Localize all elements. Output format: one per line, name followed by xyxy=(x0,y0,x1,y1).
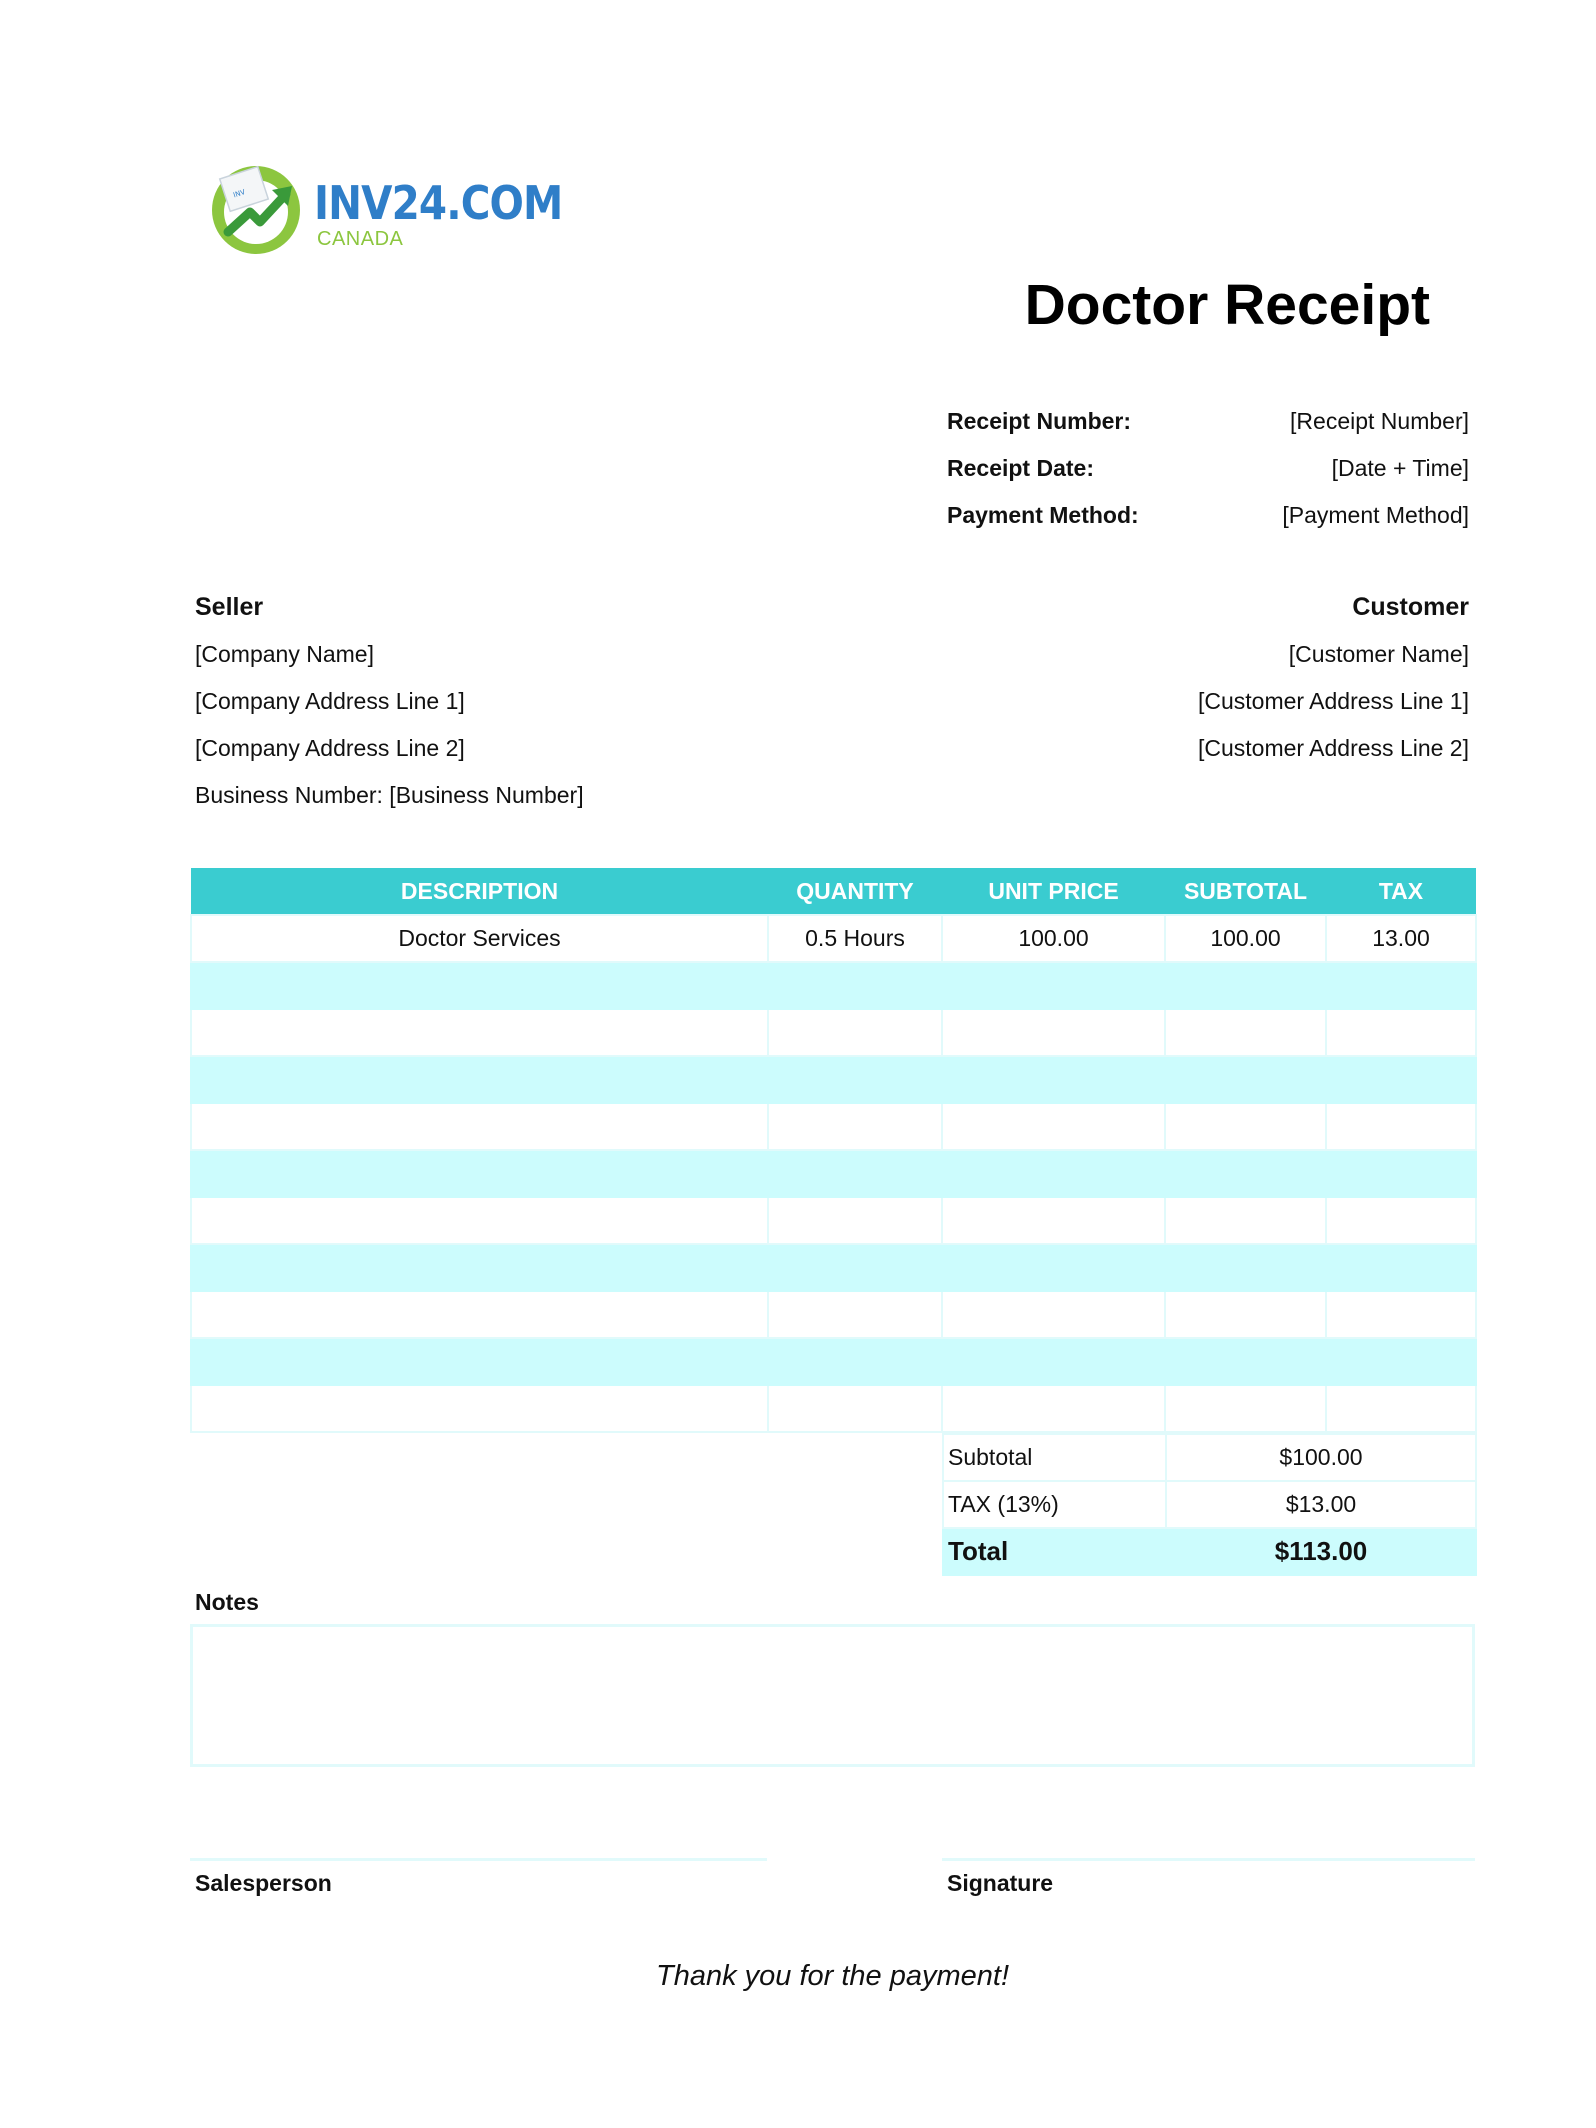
cell-subtotal xyxy=(1165,1197,1326,1244)
subtotal-row xyxy=(943,1434,1476,1481)
cell-unit-price xyxy=(942,1056,1165,1103)
table-row xyxy=(191,1244,1476,1291)
seller-company-name: [Company Name] xyxy=(195,641,374,667)
signature-line xyxy=(942,1858,1475,1861)
seller-business-number: Business Number: [Business Number] xyxy=(195,782,584,808)
cell-description xyxy=(191,1103,768,1150)
receipt-number-row xyxy=(947,402,1469,449)
table-row xyxy=(191,1056,1476,1103)
cell-quantity xyxy=(768,1338,942,1385)
cell-unit-price xyxy=(942,1338,1165,1385)
payment-method-label: Payment Method: xyxy=(947,502,1139,528)
table-row xyxy=(191,1103,1476,1150)
cell-unit-price xyxy=(942,962,1165,1009)
column-header-tax: TAX xyxy=(1326,868,1476,915)
cell-quantity xyxy=(768,1197,942,1244)
column-header-description: DESCRIPTION xyxy=(191,868,768,915)
cell-quantity xyxy=(768,962,942,1009)
subtotal-label: Subtotal xyxy=(943,1434,1166,1481)
footer-thank-you: Thank you for the payment! xyxy=(655,1960,1010,1992)
cell-quantity: 0.5 Hours xyxy=(768,915,942,962)
customer-heading: Customer xyxy=(1352,593,1469,621)
receipt-date-label: Receipt Date: xyxy=(947,455,1094,481)
salesperson-label: Salesperson xyxy=(195,1870,332,1896)
cell-unit-price xyxy=(942,1197,1165,1244)
signature-label: Signature xyxy=(947,1870,1054,1896)
cell-description xyxy=(191,1291,768,1338)
cell-tax: 13.00 xyxy=(1326,915,1476,962)
notes-label: Notes xyxy=(195,1589,259,1615)
line-items-table xyxy=(190,868,1477,1433)
cell-tax xyxy=(1326,1385,1476,1432)
column-header-subtotal: SUBTOTAL xyxy=(1165,868,1326,915)
logo-badge-text: INV xyxy=(232,188,247,200)
cell-tax xyxy=(1326,1197,1476,1244)
page-title: Doctor Receipt xyxy=(1024,273,1430,337)
cell-subtotal xyxy=(1165,1103,1326,1150)
tax-row xyxy=(943,1481,1476,1528)
table-header-row xyxy=(191,868,1476,915)
payment-method-value: [Payment Method] xyxy=(1282,502,1469,528)
cell-unit-price: 100.00 xyxy=(942,915,1165,962)
total-label: Total xyxy=(943,1528,1166,1575)
cell-subtotal xyxy=(1165,1338,1326,1385)
cell-description xyxy=(191,1056,768,1103)
receipt-meta xyxy=(947,402,1469,543)
cell-subtotal xyxy=(1165,1385,1326,1432)
cell-subtotal: 100.00 xyxy=(1165,915,1326,962)
line-items-body xyxy=(191,915,1476,1432)
notes-field[interactable] xyxy=(190,1624,1475,1767)
cell-quantity xyxy=(768,1056,942,1103)
cell-quantity xyxy=(768,1291,942,1338)
tax-label: TAX (13%) xyxy=(943,1481,1166,1528)
tax-value: $13.00 xyxy=(1166,1481,1476,1528)
total-value: $113.00 xyxy=(1166,1528,1476,1575)
cell-tax xyxy=(1326,1056,1476,1103)
logo-wordmark: INV24.COM xyxy=(314,176,563,230)
cell-tax xyxy=(1326,1244,1476,1291)
table-row xyxy=(191,1338,1476,1385)
cell-tax xyxy=(1326,1338,1476,1385)
cell-subtotal xyxy=(1165,1244,1326,1291)
cell-tax xyxy=(1326,1103,1476,1150)
subtotal-value: $100.00 xyxy=(1166,1434,1476,1481)
receipt-number-label: Receipt Number: xyxy=(947,408,1132,434)
table-row xyxy=(191,1291,1476,1338)
table-row xyxy=(191,915,1476,962)
customer-block xyxy=(1198,592,1469,780)
cell-tax xyxy=(1326,962,1476,1009)
receipt-date-row xyxy=(947,449,1469,496)
customer-name: [Customer Name] xyxy=(1288,641,1469,667)
column-header-unit-price: UNIT PRICE xyxy=(942,868,1165,915)
customer-address-line-2: [Customer Address Line 2] xyxy=(1197,735,1469,761)
cell-unit-price xyxy=(942,1009,1165,1056)
column-header-quantity: QUANTITY xyxy=(768,868,942,915)
cell-tax xyxy=(1326,1009,1476,1056)
customer-address-line-1: [Customer Address Line 1] xyxy=(1197,688,1469,714)
seller-heading: Seller xyxy=(195,593,264,621)
receipt-date-value: [Date + Time] xyxy=(1331,455,1469,481)
payment-method-row xyxy=(947,496,1469,543)
receipt-number-value: [Receipt Number] xyxy=(1290,408,1469,434)
table-row xyxy=(191,1150,1476,1197)
cell-description xyxy=(191,1009,768,1056)
cell-tax xyxy=(1326,1291,1476,1338)
cell-subtotal xyxy=(1165,1150,1326,1197)
cell-subtotal xyxy=(1165,1056,1326,1103)
cell-description xyxy=(191,1244,768,1291)
total-row xyxy=(943,1528,1476,1575)
totals-table xyxy=(942,1433,1477,1576)
cell-description xyxy=(191,1338,768,1385)
seller-block xyxy=(195,592,584,827)
cell-unit-price xyxy=(942,1150,1165,1197)
cell-subtotal xyxy=(1165,1291,1326,1338)
table-row xyxy=(191,962,1476,1009)
cell-quantity xyxy=(768,1385,942,1432)
cell-description xyxy=(191,1150,768,1197)
table-row xyxy=(191,1197,1476,1244)
cell-description: Doctor Services xyxy=(191,915,768,962)
salesperson-line xyxy=(190,1858,767,1861)
seller-address-line-1: [Company Address Line 1] xyxy=(195,688,465,714)
cell-quantity xyxy=(768,1244,942,1291)
cell-subtotal xyxy=(1165,962,1326,1009)
cell-unit-price xyxy=(942,1291,1165,1338)
cell-quantity xyxy=(768,1103,942,1150)
seller-address-line-2: [Company Address Line 2] xyxy=(195,735,465,761)
cell-description xyxy=(191,1385,768,1432)
cell-description xyxy=(191,962,768,1009)
cell-subtotal xyxy=(1165,1009,1326,1056)
company-logo xyxy=(208,162,563,252)
cell-unit-price xyxy=(942,1385,1165,1432)
cell-unit-price xyxy=(942,1103,1165,1150)
cell-quantity xyxy=(768,1150,942,1197)
cell-description xyxy=(191,1197,768,1244)
table-row xyxy=(191,1385,1476,1432)
cell-tax xyxy=(1326,1150,1476,1197)
cell-unit-price xyxy=(942,1244,1165,1291)
cell-quantity xyxy=(768,1009,942,1056)
logo-region: CANADA xyxy=(317,228,404,250)
table-row xyxy=(191,1009,1476,1056)
logo-icon xyxy=(208,162,304,258)
